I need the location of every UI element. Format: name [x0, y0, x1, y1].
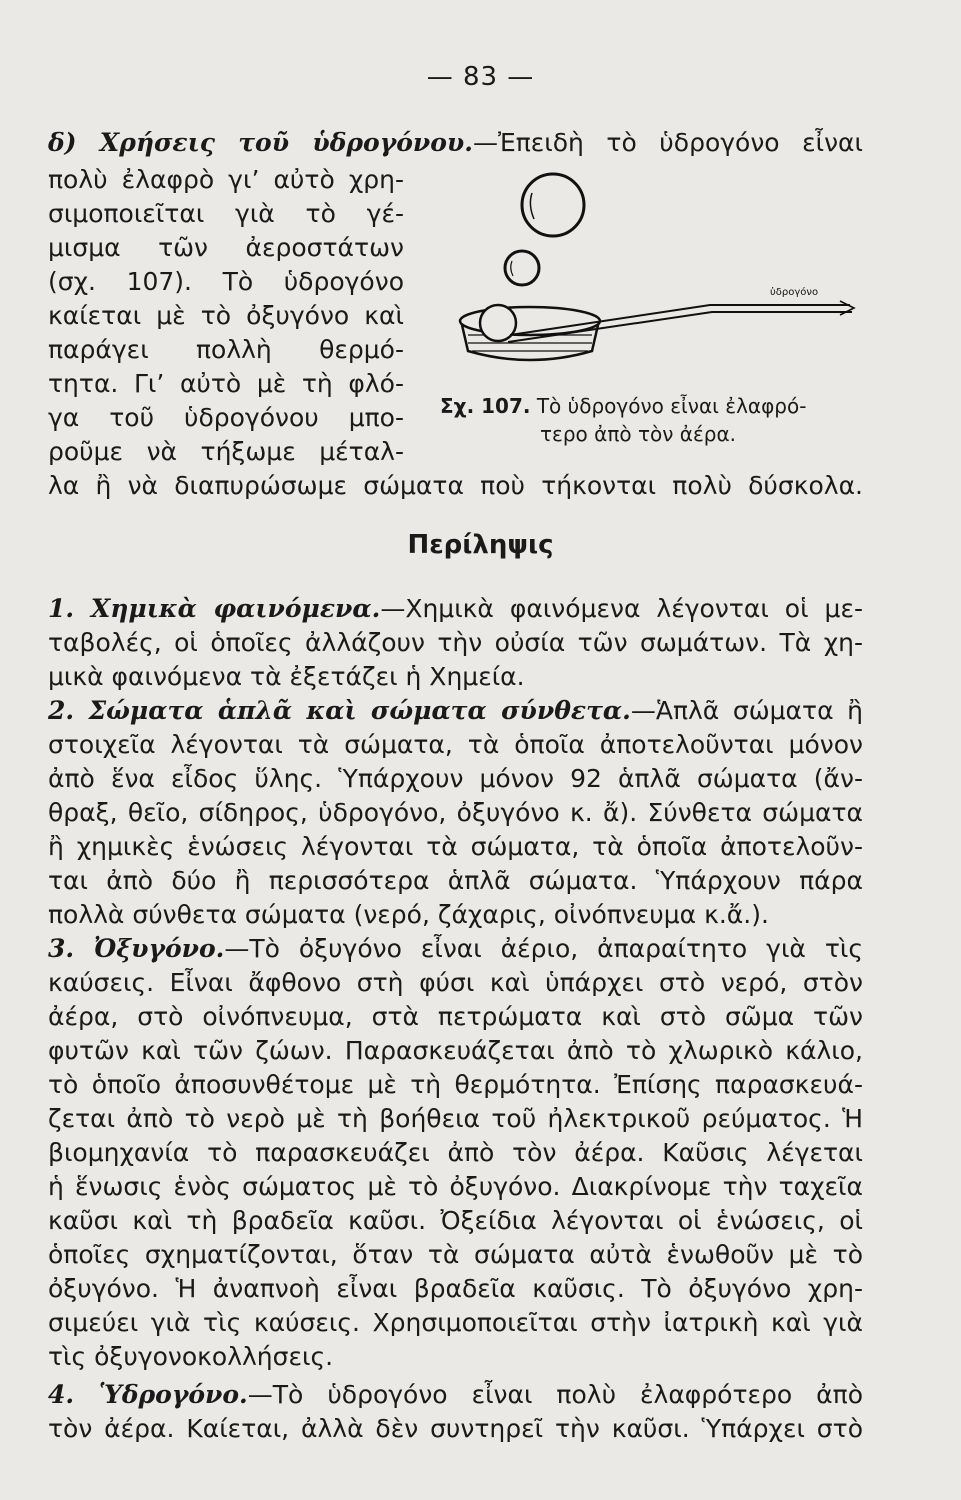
item-line: ται ἀπὸ δύο ἢ περισσότερα ἁπλᾶ σώματα. Ὑπάρχουν πάρα: [48, 866, 863, 895]
item-1-title: 1. Χημικὰ φαινόμενα.: [48, 594, 381, 623]
section-d-line: λα ἢ νὰ διαπυρώσωμε σώματα ποὺ τήκονται πολὺ δύσκολα.: [48, 471, 863, 500]
item-line: φυτῶν καὶ τῶν ζώων. Παρασκευάζεται ἀπὸ τὸ χλωρικὸ κάλιο,: [48, 1036, 863, 1065]
item-line: —Τὸ ὀξυγόνο εἶναι ἀέριο, ἀπαραίτητο γιὰ τὶς: [224, 934, 863, 963]
item-line: ἢ χημικὲς ἑνώσεις λέγονται τὰ σώματα, τὰ ὁποῖα ἀποτελοῦν-: [48, 832, 863, 861]
item-3-first-line: [48, 932, 863, 966]
section-d-line: μισμα τῶν ἀεροστάτων: [48, 233, 404, 262]
section-d-line: σιμοποιεῖται γιὰ τὸ γέ-: [48, 199, 404, 228]
item-line: ἀπὸ ἕνα εἶδος ὕλης. Ὑπάρχουν μόνον 92 ἁπλᾶ σώματα (ἄν-: [48, 764, 863, 793]
item-line: θραξ, θεῖο, σίδηρος, ὑδρογόνο, ὀξυγόνο κ. ἄ). Σύνθετα σώματα: [48, 798, 863, 827]
item-line: τὸν ἀέρα. Καίεται, ἀλλὰ δὲν συντηρεῖ τὴν καῦσι. Ὑπάρχει στὸ: [48, 1414, 863, 1443]
item-line: —Ἁπλᾶ σώματα ἢ: [630, 696, 863, 725]
item-1-first-line: [48, 592, 863, 626]
item-line: ὀξυγόνο. Ἡ ἀναπνοὴ εἶναι βραδεῖα καῦσις. Τὸ ὀξυγόνο χρη-: [48, 1274, 863, 1303]
item-line: στοιχεῖα λέγονται τὰ σώματα, τὰ ὁποῖα ἀποτελοῦνται μόνον: [48, 730, 863, 759]
caption-text: Τὸ ὑδρογόνο εἶναι ἐλαφρό-: [536, 394, 807, 418]
item-line: βιομηχανία τὸ παρασκευάζει ἀπὸ τὸν ἀέρα. Καῦσις λέγεται: [48, 1138, 863, 1167]
section-d-line: —Ἐπειδὴ τὸ ὑδρογόνο εἶναι: [472, 128, 863, 157]
item-line: ταβολές, οἱ ὁποῖες ἀλλάζουν τὴν οὐσία τῶν σωμάτων. Τὰ χη-: [48, 628, 863, 657]
item-2-first-line: [48, 694, 863, 728]
item-line: καῦσι καὶ τὴ βραδεῖα καῦσι. Ὀξείδια λέγονται οἱ ἑνώσεις, οἱ: [48, 1206, 863, 1235]
item-line: καύσεις. Εἶναι ἄφθονο στὴ φύσι καὶ ὑπάρχει στὸ νερό, στὸν: [48, 968, 863, 997]
item-line: ὁποῖες σχηματίζονται, ὅταν τὰ σώματα αὐτὰ ἑνωθοῦν μὲ τὸ: [48, 1240, 863, 1269]
section-d-title: δ) Χρήσεις τοῦ ὑδρογόνου.: [48, 128, 473, 157]
section-d-first-line: [48, 126, 863, 160]
item-3-title: 3. Ὀξυγόνο.: [48, 934, 225, 963]
item-line: ἀέρα, στὸ οἰνόπνευμα, στὰ πετρώματα καὶ στὸ σῶμα τῶν: [48, 1002, 863, 1031]
item-line: ζεται ἀπὸ τὸ νερὸ μὲ τὴ βοήθεια τοῦ ἠλεκτρικοῦ ρεύματος. Ἡ: [48, 1104, 863, 1133]
item-line: τὸ ὁποῖο ἀποσυνθέτομε μὲ τὴ θερμότητα. Ἐπίσης παρασκευά-: [48, 1070, 863, 1099]
item-line: μικὰ φαινόμενα τὰ ἐξετάζει ἡ Χημεία.: [48, 662, 525, 691]
item-line: —Χημικὰ φαινόμενα λέγονται οἱ με-: [380, 594, 863, 623]
figure-label: ὑδρογόνο: [770, 287, 819, 298]
page-number: — 83 —: [426, 62, 535, 92]
item-2-title: 2. Σώματα ἁπλᾶ καὶ σώματα σύνθετα.: [48, 696, 631, 725]
section-d-line: τητα. Γι’ αὐτὸ μὲ τὴ φλό-: [48, 369, 404, 398]
item-line: —Τὸ ὑδρογόνο εἶναι πολὺ ἐλαφρότερο ἀπὸ: [247, 1380, 863, 1409]
section-d-line: ροῦμε νὰ τήξωμε μέταλ-: [48, 437, 404, 466]
item-4-title: 4. Ὑδρογόνο.: [48, 1380, 248, 1409]
item-line: πολλὰ σύνθετα σώματα (νερό, ζάχαρις, οἰνόπνευμα κ.ἄ.).: [48, 900, 769, 929]
figure-caption-line: [440, 392, 860, 420]
section-d-line: παράγει πολλὴ θερμό-: [48, 335, 404, 364]
section-d-line: γα τοῦ ὑδρογόνου μπο-: [48, 403, 404, 432]
figure-number: Σχ. 107.: [440, 394, 531, 418]
section-d-line: πολὺ ἐλαφρὸ γι’ αὐτὸ χρη-: [48, 165, 404, 194]
hydrogen-balloon-figure: [450, 165, 870, 390]
summary-heading: Περίληψις: [407, 530, 554, 560]
item-4-first-line: [48, 1378, 863, 1412]
section-d-line: (σχ. 107). Τὸ ὑδρογόνο: [48, 267, 404, 296]
figure-caption-line: τερο ἀπὸ τὸν ἀέρα.: [540, 422, 736, 446]
item-line: ἡ ἕνωσις ἑνὸς σώματος μὲ τὸ ὀξυγόνο. Διακρίνομε τὴν ταχεῖα: [48, 1172, 863, 1201]
section-d-line: καίεται μὲ τὸ ὀξυγόνο καὶ: [48, 301, 404, 330]
item-line: σιμεύει γιὰ τὶς καύσεις. Χρησιμοποιεῖται στὴν ἰατρικὴ καὶ γιὰ: [48, 1308, 863, 1337]
item-line: τὶς ὀξυγονοκολλήσεις.: [48, 1342, 334, 1371]
